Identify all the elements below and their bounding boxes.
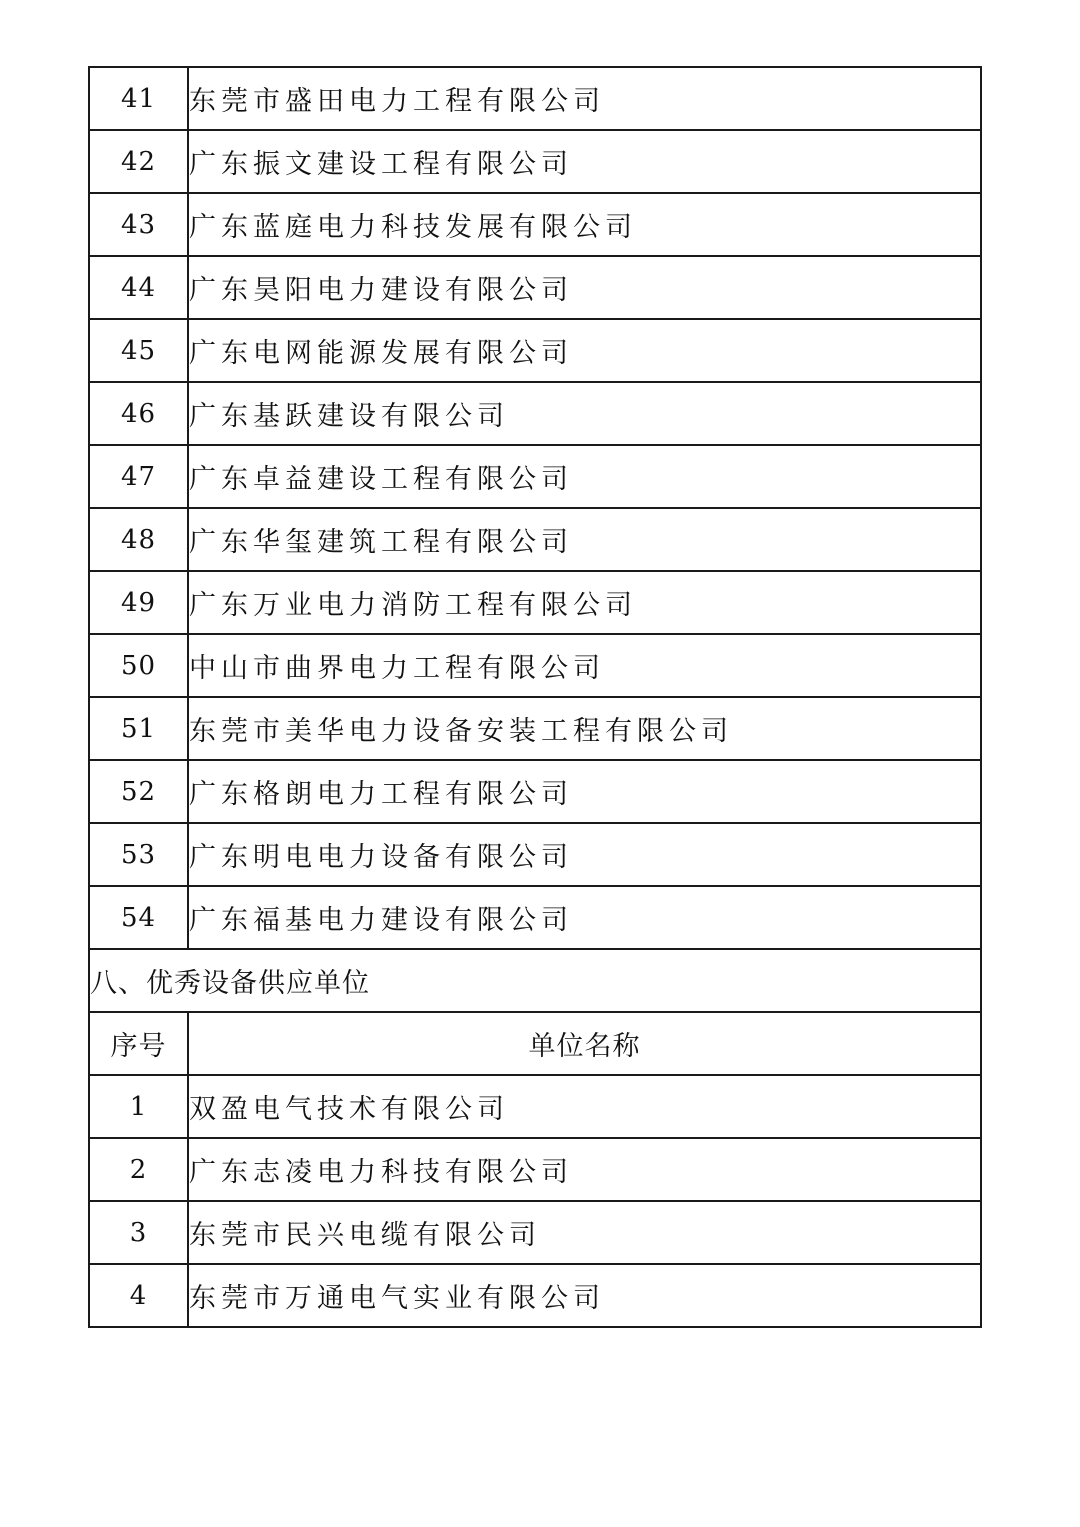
- row-number: 49: [89, 571, 188, 634]
- row-number: 47: [89, 445, 188, 508]
- row-number: 52: [89, 760, 188, 823]
- table-header-row: [89, 1012, 981, 1075]
- section-title: 八、优秀设备供应单位: [89, 949, 981, 1012]
- table-row: [89, 67, 981, 130]
- company-name: 东莞市民兴电缆有限公司: [188, 1201, 981, 1264]
- table-row: [89, 1075, 981, 1138]
- company-name: 双盈电气技术有限公司: [188, 1075, 981, 1138]
- company-name: 广东昊阳电力建设有限公司: [188, 256, 981, 319]
- row-number: 1: [89, 1075, 188, 1138]
- company-name: 广东华玺建筑工程有限公司: [188, 508, 981, 571]
- table-row: [89, 193, 981, 256]
- column-header-name: 单位名称: [188, 1012, 981, 1075]
- company-name: 广东卓益建设工程有限公司: [188, 445, 981, 508]
- row-number: 53: [89, 823, 188, 886]
- company-name: 广东万业电力消防工程有限公司: [188, 571, 981, 634]
- company-name: 广东振文建设工程有限公司: [188, 130, 981, 193]
- table-row: [89, 130, 981, 193]
- table-row: [89, 760, 981, 823]
- row-number: 3: [89, 1201, 188, 1264]
- table-row: [89, 1201, 981, 1264]
- table-row: [89, 571, 981, 634]
- company-name: 东莞市盛田电力工程有限公司: [188, 67, 981, 130]
- row-number: 48: [89, 508, 188, 571]
- row-number: 41: [89, 67, 188, 130]
- company-name: 广东志凌电力科技有限公司: [188, 1138, 981, 1201]
- section-title-row: [89, 949, 981, 1012]
- table-row: [89, 697, 981, 760]
- award-list-table: [88, 66, 982, 1328]
- table-row: [89, 886, 981, 949]
- row-number: 45: [89, 319, 188, 382]
- company-name: 广东明电电力设备有限公司: [188, 823, 981, 886]
- table-row: [89, 508, 981, 571]
- table-row: [89, 823, 981, 886]
- company-name: 广东电网能源发展有限公司: [188, 319, 981, 382]
- company-name: 中山市曲界电力工程有限公司: [188, 634, 981, 697]
- company-name: 广东基跃建设有限公司: [188, 382, 981, 445]
- column-header-number: 序号: [89, 1012, 188, 1075]
- row-number: 54: [89, 886, 188, 949]
- table-row: [89, 1264, 981, 1327]
- row-number: 4: [89, 1264, 188, 1327]
- table-row: [89, 445, 981, 508]
- row-number: 44: [89, 256, 188, 319]
- table-row: [89, 256, 981, 319]
- row-number: 51: [89, 697, 188, 760]
- company-name: 东莞市美华电力设备安装工程有限公司: [188, 697, 981, 760]
- table-row: [89, 319, 981, 382]
- company-name: 东莞市万通电气实业有限公司: [188, 1264, 981, 1327]
- company-name: 广东蓝庭电力科技发展有限公司: [188, 193, 981, 256]
- row-number: 2: [89, 1138, 188, 1201]
- row-number: 42: [89, 130, 188, 193]
- company-name: 广东格朗电力工程有限公司: [188, 760, 981, 823]
- table-row: [89, 382, 981, 445]
- row-number: 50: [89, 634, 188, 697]
- company-name: 广东福基电力建设有限公司: [188, 886, 981, 949]
- table-row: [89, 1138, 981, 1201]
- row-number: 43: [89, 193, 188, 256]
- table-row: [89, 634, 981, 697]
- row-number: 46: [89, 382, 188, 445]
